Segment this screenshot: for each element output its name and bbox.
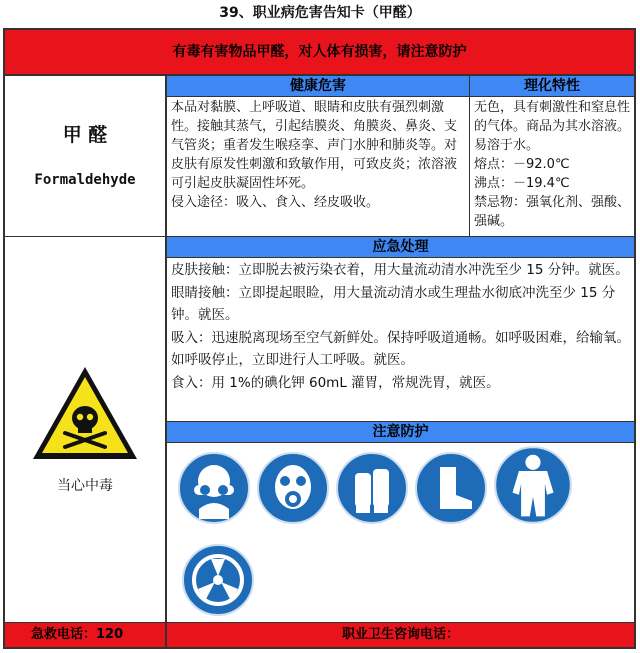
protective-suit-icon [493, 445, 573, 525]
warning-banner [4, 29, 635, 75]
chemical-name-en: Formaldehyde [34, 172, 136, 188]
gloves-icon [335, 451, 409, 525]
emergency-phone: 急救电话：120 [31, 627, 124, 642]
warning-sign-caption: 当心中毒 [57, 478, 113, 494]
health-hazard-text: 本品对黏膜、上呼吸道、眼睛和皮肤有强烈刺激性。接触其蒸气，引起结膜炎、角膜炎、鼻炎、支气管炎；重者发生喉痉挛、声门水肿和肺炎等。对皮肤有原发性刺激和致敏作用，可致皮炎；浓溶液可引起皮肤凝固性坏死。 侵入途径：吸入、食入、经皮吸收。 [166, 96, 470, 237]
protection-heading: 注意防护 [166, 421, 635, 443]
protection-icons-area [166, 442, 635, 623]
first-aid-text: 皮肤接触：立即脱去被污染衣着，用大量流动清水冲洗至少 15 分钟。就医。 眼睛接触：立即提起眼睑，用大量流动清水或生理盐水彻底冲洗至少 15 分钟。就医。 吸入：迅速脱离现场至空气新鲜处。保持呼吸道通畅。如呼吸困难，给输氧。如呼吸停止，立即进行人工呼吸。就医。 食入：用 1%的碘化钾 60mL 灌胃，常规洗胃，就医。 [166, 257, 635, 422]
hazard-notice-card [3, 28, 636, 649]
warning-banner-text: 有毒有害物品甲醛，对人体有损害，请注意防护 [172, 44, 467, 60]
ventilation-fan-icon [181, 543, 255, 617]
gas-mask-icon [256, 451, 330, 525]
footer-emergency [4, 622, 166, 648]
footer-consult [166, 622, 635, 648]
health-hazard-heading: 健康危害 [166, 75, 470, 97]
warning-sign-cell [4, 236, 166, 623]
consult-phone: 职业卫生咨询电话： [341, 627, 459, 642]
chemical-name-cell [4, 75, 166, 237]
boots-icon [414, 451, 488, 525]
page-title: 39、职业病危害告知卡（甲醛） [219, 5, 421, 21]
toxic-skull-warning-icon [29, 363, 141, 463]
properties-heading: 理化特性 [469, 75, 635, 97]
goggles-icon [177, 451, 251, 525]
properties-text: 无色，具有刺激性和窒息性的气体。商品为其水溶液。易溶于水。 熔点：－92.0℃ 沸点：－19.4℃ 禁忌物：强氧化剂、强酸、强碱。 [469, 96, 635, 237]
first-aid-heading: 应急处理 [166, 236, 635, 258]
chemical-name-cn: 甲 醛 [62, 124, 108, 146]
